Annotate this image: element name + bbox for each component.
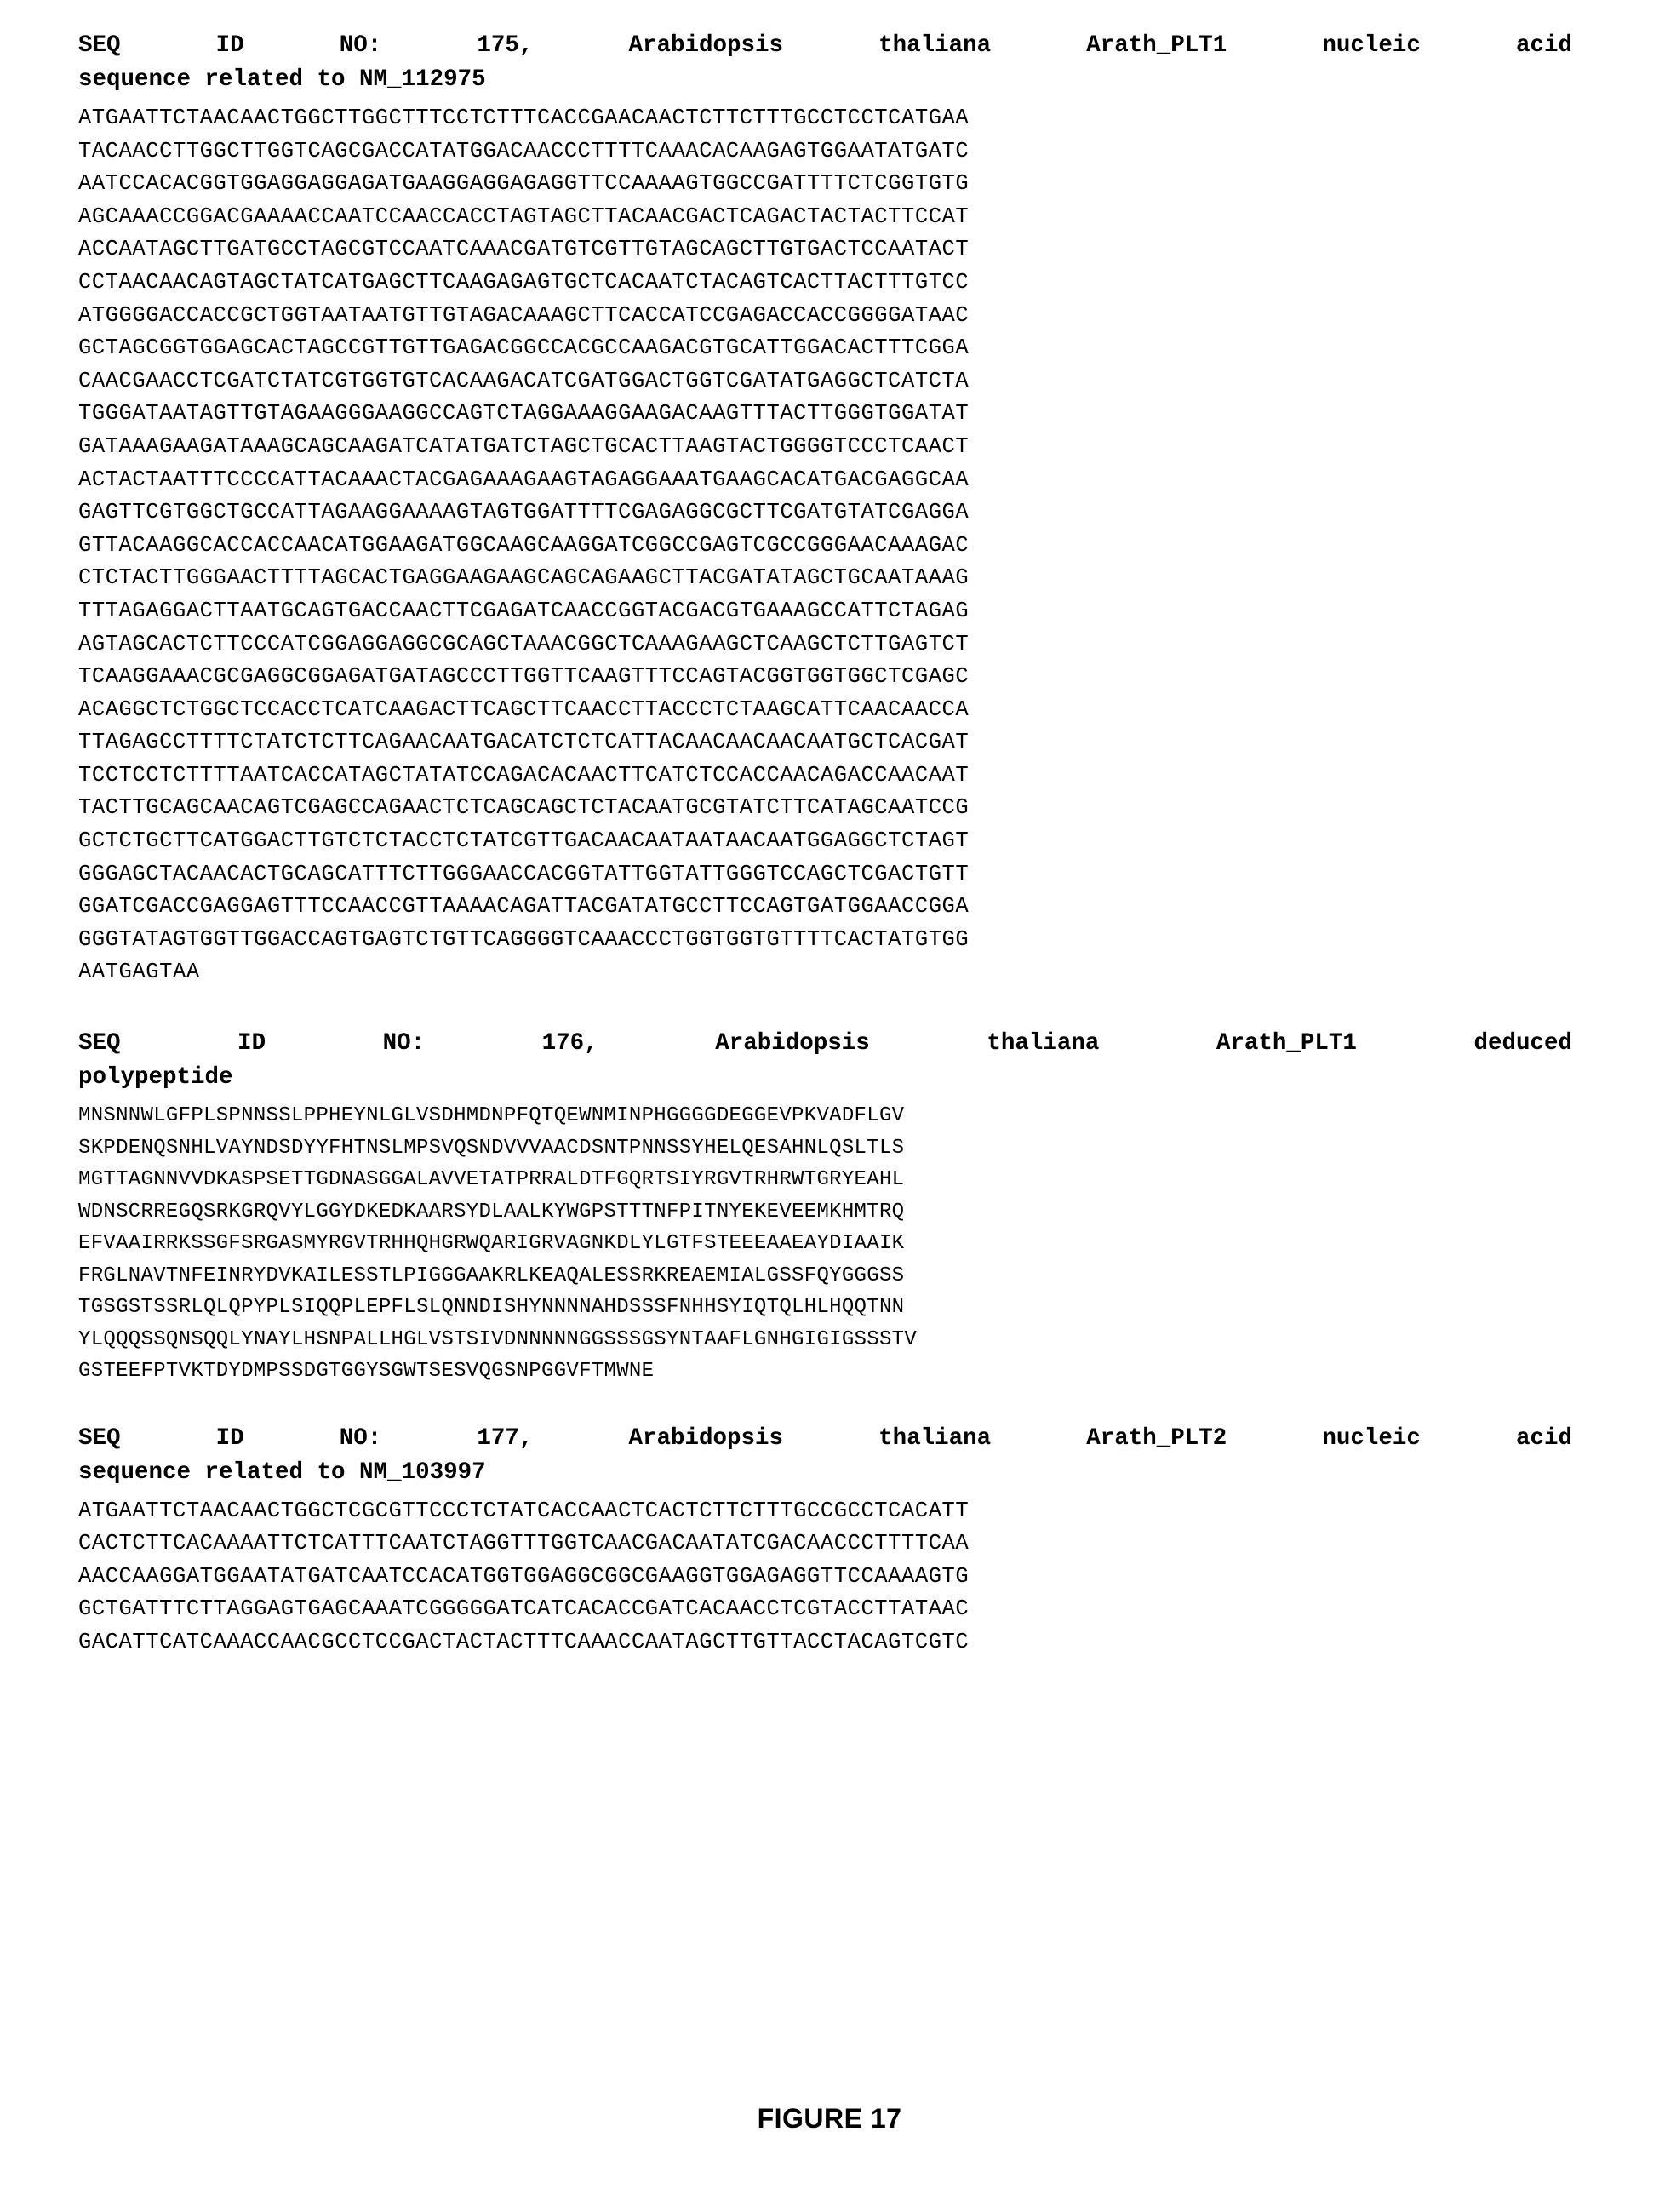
sequence-heading-line1: SEQ ID NO: 176, Arabidopsis thaliana Arath_PLT1 deduced: [78, 1030, 1572, 1057]
sequence-listing-content: [78, 29, 1576, 1659]
sequence-block-175: [78, 29, 1576, 989]
sequence-heading-176: [78, 1027, 1572, 1095]
figure-label: FIGURE 17: [757, 2103, 902, 2134]
sequence-heading-line1: SEQ ID NO: 175, Arabidopsis thaliana Arath_PLT1 nucleic acid: [78, 32, 1572, 59]
sequence-body-175: ATGAATTCTAACAACTGGCTTGGCTTTCCTCTTTCACCGAACAACTCTTCTTTGCCTCCTCATGAA TACAACCTTGGCTTGGTCAGCGACCATATGGACAACCCTTTTCAAACACAAGAGTGGAATATGATC AATCCACACGGTGGAGGAGGAGATGAAGGAGGAGAGGTTCCAAAAGTGGCCGATTTTCTCGGTGTG AGCAAACCGGACGAAAACCAATCCAACCACCTAGTAGCTTACAACGACTCAGACTACTACTTCCAT ACCAATAGCTTGATGCCTAGCGTCCAATCAAACGATGTCGTTGTAGCAGCTTGTGACTCCAATACT CCTAACAACAGTAGCTATCATGAGCTTCAAGAGAGTGCTCACAATCTACAGTCACTTACTTTGTCC ATGGGGACCACCGCTGGTAATAATGTTGTAGACAAAGCTTCACCATCCGAGACCACCGGGGATAAC GCTAGCGGTGGAGCACTAGCCGTTGTTGAGACGGCCACGCCAAGACGTGCATTGGACACTTTCGGA CAACGAACCTCGATCTATCGTGGTGTCACAAGACATCGATGGACTGGTCGATATGAGGCTCATCTA TGGGATAATAGTTGTAGAAGGGAAGGCCAGTCTAGGAAAGGAAGACAAGTTTACTTGGGTGGATAT GATAAAGAAGATAAAGCAGCAAGATCATATGATCTAGCTGCACTTAAGTACTGGGGTCCCTCAACT ACTACTAATTTCCCCATTACAAACTACGAGAAAGAAGTAGAGGAAATGAAGCACATGACGAGGCAA GAGTTCGTGGCTGCCATTAGAAGGAAAAGTAGTGGATTTTCGAGAGGCGCTTCGATGTATCGAGGA GTTACAAGGCACCACCAACATGGAAGATGGCAAGCAAGGATCGGCCGAGTCGCCGGGAACAAAGAC CTCTACTTGGGAACTTTTAGCACTGAGGAAGAAGCAGCAGAAGCTTACGATATAGCTGCAATAAAG TTTAGAGGACTTAATGCAGTGACCAACTTCGAGATCAACCGGTACGACGTGAAAGCCATTCTAGAG AGTAGCACTCTTCCCATCGGAGGAGGCGCAGCTAAACGGCTCAAAGAAGCTCAAGCTCTTGAGTCT TCAAGGAAACGCGAGGCGGAGATGATAGCCCTTGGTTCAAGTTTCCAGTACGGTGGTGGCTCGAGC ACAGGCTCTGGCTCCACCTCATCAAGACTTCAGCTTCAACCTTACCCTCTAAGCATTCAACAACCA TTAGAGCCTTTTCTATCTCTTCAGAACAATGACATCTCTCATTACAACAACAACAATGCTCACGAT TCCTCCTCTTTTAATCACCATAGCTATATCCAGACACAACTTCATCTCCACCAACAGACCAACAAT TACTTGCAGCAACAGTCGAGCCAGAACTCTCAGCAGCTCTACAATGCGTATCTTCATAGCAATCCG GCTCTGCTTCATGGACTTGTCTCTACCTCTATCGTTGACAACAATAATAACAATGGAGGCTCTAGT GGGAGCTACAACACTGCAGCATTTCTTGGGAACCACGGTATTGGTATTGGGTCCAGCTCGACTGTT GGATCGACCGAGGAGTTTCCAACCGTTAAAACAGATTACGATATGCCTTCCAGTGATGGAACCGGA GGGTATAGTGGTTGGACCAGTGAGTCTGTTCAGGGGTCAAACCCTGGTGGTGTTTTCACTATGTGG AATGAGTAA: [78, 106, 970, 985]
sequence-heading-177: [78, 1422, 1572, 1490]
sequence-block-176: [78, 1027, 1576, 1388]
sequence-heading-175: [78, 29, 1572, 97]
sequence-body-177: ATGAATTCTAACAACTGGCTCGCGTTCCCTCTATCACCAACTCACTCTTCTTTGCCGCCTCACATT CACTCTTCACAAAATTCTCATTTCAATCTAGGTTTGGTCAACGACAATATCGACAACCCTTTTCAA AACCAAGGATGGAATATGATCAATCCACATGGTGGAGGCGGCGAAGGTGGAGAGGTTCCAAAAGTG GCTGATTTCTTAGGAGTGAGCAAATCGGGGGATCATCACACCGATCACAACCTCGTACCTTATAAC GACATTCATCAAACCAACGCCTCCGACTACTACTTTCAAACCAATAGCTTGTTACCTACAGTCGTC: [78, 1498, 970, 1654]
sequence-heading-line2: sequence related to NM_103997: [78, 1458, 486, 1486]
block-spacer: [78, 1388, 1576, 1422]
sequence-heading-line2: polypeptide: [78, 1064, 233, 1092]
sequence-body-176: MNSNNWLGFPLSPNNSSLPPHEYNLGLVSDHMDNPFQTQEWNMINPHGGGGDEGGEVPKVADFLGV SKPDENQSNHLVAYNDSDYYFHTNSLMPSVQSNDVVVAACDSNTPNNSSYHELQESAHNLQSLTLS MGTTAGNNVVDKASPSETTGDNASGGALAVVETATPRRALDTFGQRTSIYRGVTRHRWTGRYEAHL WDNSCRREGQSRKGRQVYLGGYDKEDKAARSYDLAALKYWGPSTTTNFPITNYEKEVEEMKHMTRQ EFVAAIRRKSSGFSRGASMYRGVTRHHQHGRWQARIGRVAGNKDLYLGTFSTEEEAAEAYDIAAIK FRGLNAVTNFEINRYDVKAILESSTLPIGGGAAKRLKEAQALESSRKREAEMIALGSSFQYGGGSS TGSGSTSSRLQLQPYPLSIQQPLEPFLSLQNNDISHYNNNNAHDSSSFNHHSYIQTQLHLHQQTNN YLQQQSSQNSQQLYNAYLHSNPALLHGLVSTSIVDNNNNNGGSSSGSYNTAAFLGNHGIGIGSSSTV GSTEEFPTVKTDYDMPSSDGTGGYSGWTSESVQGSNPGGVFTMWNE: [78, 1104, 918, 1384]
sequence-heading-line1: SEQ ID NO: 177, Arabidopsis thaliana Arath_PLT2 nucleic acid: [78, 1424, 1572, 1452]
sequence-heading-line2: sequence related to NM_112975: [78, 66, 486, 93]
block-spacer: [78, 989, 1576, 1027]
sequence-block-177: [78, 1422, 1576, 1659]
